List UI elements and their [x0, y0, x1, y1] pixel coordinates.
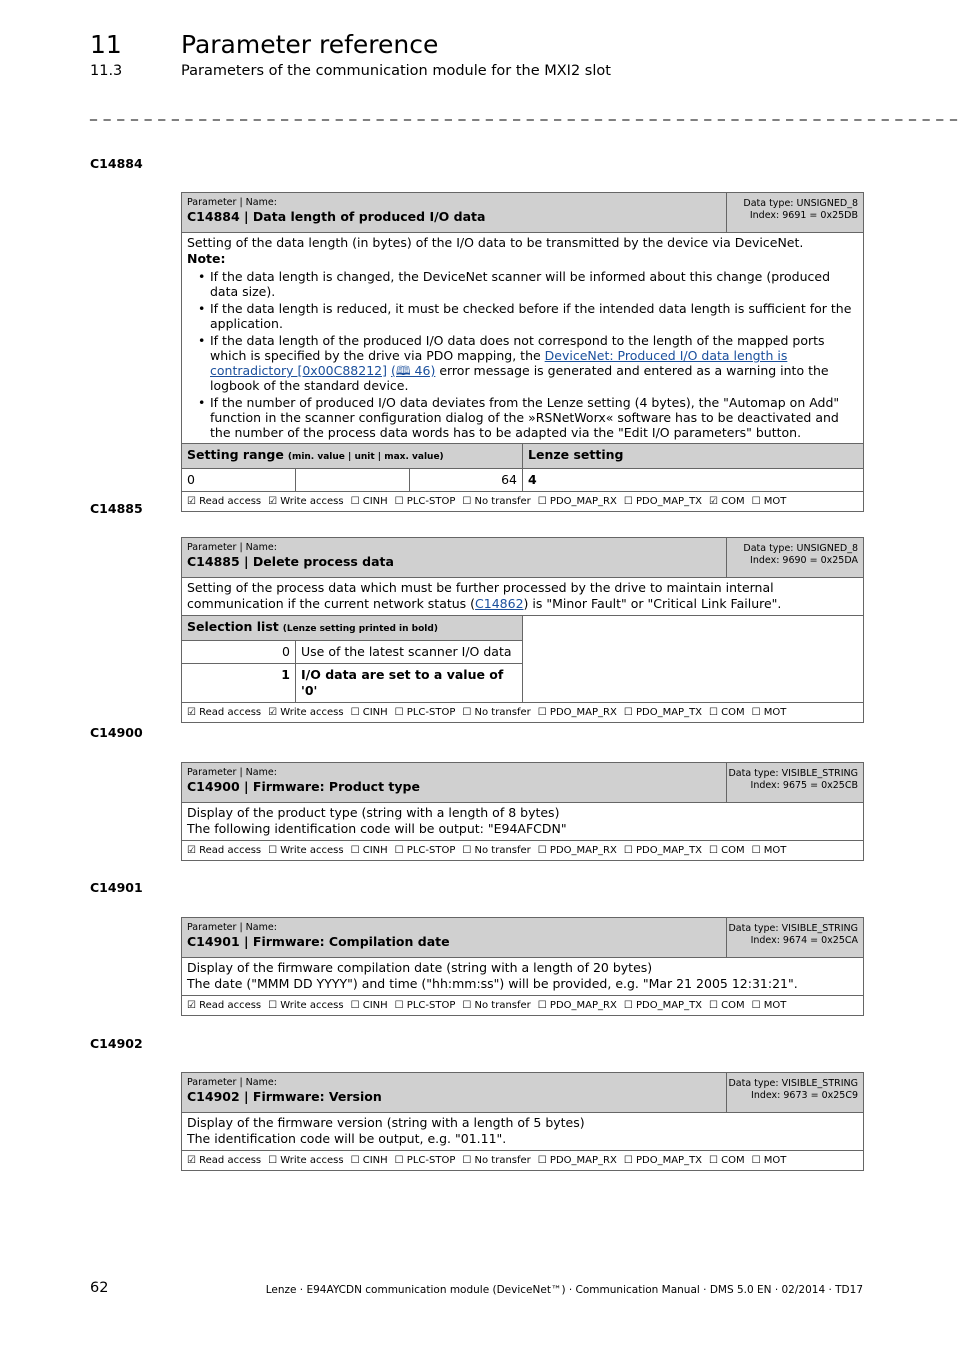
access-flags	[182, 996, 863, 1015]
flag-com: ☐ COM	[709, 845, 745, 856]
param-index: Index: 9690 = 0x25DA	[750, 555, 858, 566]
list-item: • If the data length is reduced, it must be checked before if the intended data length is sufficient for the application.	[196, 301, 858, 331]
flag-write: ☑ Write access	[268, 496, 344, 507]
flag-no-transfer: ☐ No transfer	[462, 1000, 531, 1011]
list-item: • If the number of produced I/O data deviates from the Lenze setting (4 bytes), the "Automap on Add" function in the scanner configuration dialog of the »RSNetWorx« software has to be deactivated and the number of the process data words has to be adapted via the "Edit I/O parameters" button.	[196, 395, 858, 440]
selection-list	[182, 616, 863, 703]
option-value: 0	[182, 641, 296, 663]
flag-read: ☑ Read access	[187, 707, 262, 718]
param-name-label: Parameter | Name:	[187, 197, 277, 208]
param-header	[182, 193, 863, 233]
flag-pdo-map-tx: ☐ PDO_MAP_TX	[623, 1155, 703, 1166]
param-header	[182, 538, 863, 578]
flag-write: ☐ Write access	[268, 1155, 344, 1166]
flag-com: ☐ COM	[709, 707, 745, 718]
description-text: The following identification code will be output: "E94AFCDN"	[187, 821, 567, 836]
description-text: Setting of the process data which must be further processed by the drive to maintain internal communication if the current network status (	[187, 580, 774, 611]
data-type: Data type: VISIBLE_STRING	[728, 923, 858, 934]
param-description	[182, 803, 863, 841]
flag-pdo-map-rx: ☐ PDO_MAP_RX	[537, 1000, 617, 1011]
lenze-setting-label: Lenze setting	[528, 447, 624, 462]
flag-mot: ☐ MOT	[751, 845, 787, 856]
flag-plc-stop: ☐ PLC-STOP	[394, 1155, 456, 1166]
flag-com: ☑ COM	[709, 496, 745, 507]
page-number: 62	[90, 1280, 109, 1296]
setting-range-sublabel: (min. value | unit | max. value)	[287, 452, 444, 462]
section-label-c14902: C14902	[90, 1036, 143, 1051]
param-description	[182, 578, 863, 616]
min-value: 0	[182, 469, 296, 491]
max-value: 64	[410, 469, 523, 491]
note-label: Note:	[187, 251, 226, 266]
data-type: Data type: UNSIGNED_8	[743, 198, 858, 209]
lenze-setting-value: 4	[528, 472, 537, 487]
flag-pdo-map-tx: ☐ PDO_MAP_TX	[623, 707, 703, 718]
param-table-c14885	[181, 537, 864, 723]
subchapter-number: 11.3	[90, 63, 123, 79]
flag-com: ☐ COM	[709, 1155, 745, 1166]
access-flags	[182, 1151, 863, 1170]
section-label-c14884: C14884	[90, 156, 143, 171]
description-text: Display of the product type (string with a length of 8 bytes)	[187, 805, 560, 820]
header-divider: _ _ _ _ _ _ _ _ _ _ _ _ _ _ _ _ _ _ _ _ _ _ _ _ _ _ _ _ _ _ _ _ _ _ _ _ _ _ _ _ _ _ _ _ _ _ _ _ _ _ _ _ _ _ _ _ _ _ _ _ _ _ _ _	[90, 105, 958, 121]
description-text: Setting of the data length (in bytes) of the I/O data to be transmitted by the device via DeviceNet.	[187, 235, 804, 250]
setting-range-label: Setting range	[187, 447, 284, 462]
access-flags	[182, 841, 863, 860]
flag-cinh: ☐ CINH	[350, 845, 388, 856]
flag-cinh: ☐ CINH	[350, 1155, 388, 1166]
flag-write: ☐ Write access	[268, 845, 344, 856]
data-type: Data type: VISIBLE_STRING	[728, 1078, 858, 1089]
flag-read: ☑ Read access	[187, 1000, 262, 1011]
list-item	[182, 664, 522, 702]
flag-plc-stop: ☐ PLC-STOP	[394, 1000, 456, 1011]
flag-pdo-map-rx: ☐ PDO_MAP_RX	[537, 845, 617, 856]
option-text: Use of the latest scanner I/O data	[301, 644, 512, 659]
param-name: C14900 | Firmware: Product type	[187, 779, 420, 794]
c14862-link[interactable]: C14862	[475, 596, 524, 611]
flag-write: ☐ Write access	[268, 1000, 344, 1011]
flag-pdo-map-tx: ☐ PDO_MAP_TX	[623, 845, 703, 856]
access-flags	[182, 703, 863, 722]
param-description	[182, 958, 863, 996]
flag-pdo-map-tx: ☐ PDO_MAP_TX	[623, 496, 703, 507]
flag-mot: ☐ MOT	[751, 707, 787, 718]
chapter-title: Parameter reference	[181, 30, 439, 59]
flag-cinh: ☐ CINH	[350, 707, 388, 718]
param-table-c14901	[181, 917, 864, 1016]
param-name-label: Parameter | Name:	[187, 1077, 277, 1088]
param-name-label: Parameter | Name:	[187, 922, 277, 933]
unit-value	[296, 469, 410, 491]
description-text: Display of the firmware compilation date (string with a length of 20 bytes)	[187, 960, 653, 975]
flag-mot: ☐ MOT	[751, 1000, 787, 1011]
flag-no-transfer: ☐ No transfer	[462, 496, 531, 507]
param-header	[182, 1073, 863, 1113]
setting-range-header	[182, 444, 863, 469]
param-table-c14900	[181, 762, 864, 861]
option-text: I/O data are set to a value of '0'	[301, 667, 504, 698]
description-text: Display of the firmware version (string with a length of 5 bytes)	[187, 1115, 585, 1130]
param-table-c14884	[181, 192, 864, 512]
section-label-c14900: C14900	[90, 725, 143, 740]
subchapter-title: Parameters of the communication module for the MXI2 slot	[181, 63, 611, 79]
list-item: • If the data length is changed, the DeviceNet scanner will be informed about this change (produced data size).	[196, 269, 858, 299]
access-flags	[182, 492, 863, 511]
param-description	[182, 1113, 863, 1151]
list-item	[196, 333, 858, 393]
param-name: C14884 | Data length of produced I/O data	[187, 209, 486, 224]
description-text: The identification code will be output, e.g. "01.11".	[187, 1131, 507, 1146]
param-header	[182, 918, 863, 958]
section-label-c14901: C14901	[90, 880, 143, 895]
param-description	[182, 233, 863, 444]
flag-write: ☑ Write access	[268, 707, 344, 718]
flag-mot: ☐ MOT	[751, 1155, 787, 1166]
selection-list-sublabel: (Lenze setting printed in bold)	[282, 624, 438, 634]
flag-pdo-map-rx: ☐ PDO_MAP_RX	[537, 496, 617, 507]
flag-pdo-map-tx: ☐ PDO_MAP_TX	[623, 1000, 703, 1011]
list-item	[182, 641, 522, 664]
param-index: Index: 9674 = 0x25CA	[750, 935, 858, 946]
param-header	[182, 763, 863, 803]
bullet-text: error message is generated and entered as a warning into the logbook of the standard device.	[210, 363, 829, 393]
flag-read: ☑ Read access	[187, 496, 262, 507]
setting-range-row	[182, 469, 863, 492]
param-index: Index: 9673 = 0x25C9	[751, 1090, 858, 1101]
description-text: ) is "Minor Fault" or "Critical Link Failure".	[523, 596, 782, 611]
option-value: 1	[182, 664, 296, 702]
flag-plc-stop: ☐ PLC-STOP	[394, 496, 456, 507]
chapter-number: 11	[90, 30, 122, 59]
param-name-label: Parameter | Name:	[187, 767, 277, 778]
data-type: Data type: VISIBLE_STRING	[728, 768, 858, 779]
flag-pdo-map-rx: ☐ PDO_MAP_RX	[537, 1155, 617, 1166]
param-index: Index: 9691 = 0x25DB	[749, 210, 858, 221]
flag-read: ☑ Read access	[187, 845, 262, 856]
section-label-c14885: C14885	[90, 501, 143, 516]
note-list	[187, 269, 858, 440]
data-type: Data type: UNSIGNED_8	[743, 543, 858, 554]
bullet-text: If the data length of the produced I/O data does not correspond to the length of the mapped ports which is specified by the drive via PDO mapping, the	[210, 333, 825, 363]
flag-read: ☑ Read access	[187, 1155, 262, 1166]
flag-no-transfer: ☐ No transfer	[462, 1155, 531, 1166]
param-name: C14902 | Firmware: Version	[187, 1089, 382, 1104]
flag-cinh: ☐ CINH	[350, 496, 388, 507]
description-text: The date ("MMM DD YYYY") and time ("hh:mm:ss") will be provided, e.g. "Mar 21 2005 12:31:21".	[187, 976, 798, 991]
param-name: C14885 | Delete process data	[187, 554, 394, 569]
flag-no-transfer: ☐ No transfer	[462, 707, 531, 718]
selection-list-label: Selection list	[187, 619, 279, 634]
flag-com: ☐ COM	[709, 1000, 745, 1011]
flag-mot: ☐ MOT	[751, 496, 787, 507]
flag-plc-stop: ☐ PLC-STOP	[394, 845, 456, 856]
footer-text: Lenze · E94AYCDN communication module (DeviceNet™) · Communication Manual · DMS 5.0 EN · 02/2014 · TD17	[265, 1284, 863, 1296]
param-table-c14902	[181, 1072, 864, 1171]
param-index: Index: 9675 = 0x25CB	[750, 780, 858, 791]
param-name: C14901 | Firmware: Compilation date	[187, 934, 450, 949]
flag-plc-stop: ☐ PLC-STOP	[394, 707, 456, 718]
param-name-label: Parameter | Name:	[187, 542, 277, 553]
page-ref-link[interactable]: (🕮 46)	[390, 363, 436, 378]
error-message-link[interactable]: DeviceNet: Produced I/O data length is contradictory [0x00C88212]	[210, 348, 788, 378]
flag-cinh: ☐ CINH	[350, 1000, 388, 1011]
flag-pdo-map-rx: ☐ PDO_MAP_RX	[537, 707, 617, 718]
flag-no-transfer: ☐ No transfer	[462, 845, 531, 856]
